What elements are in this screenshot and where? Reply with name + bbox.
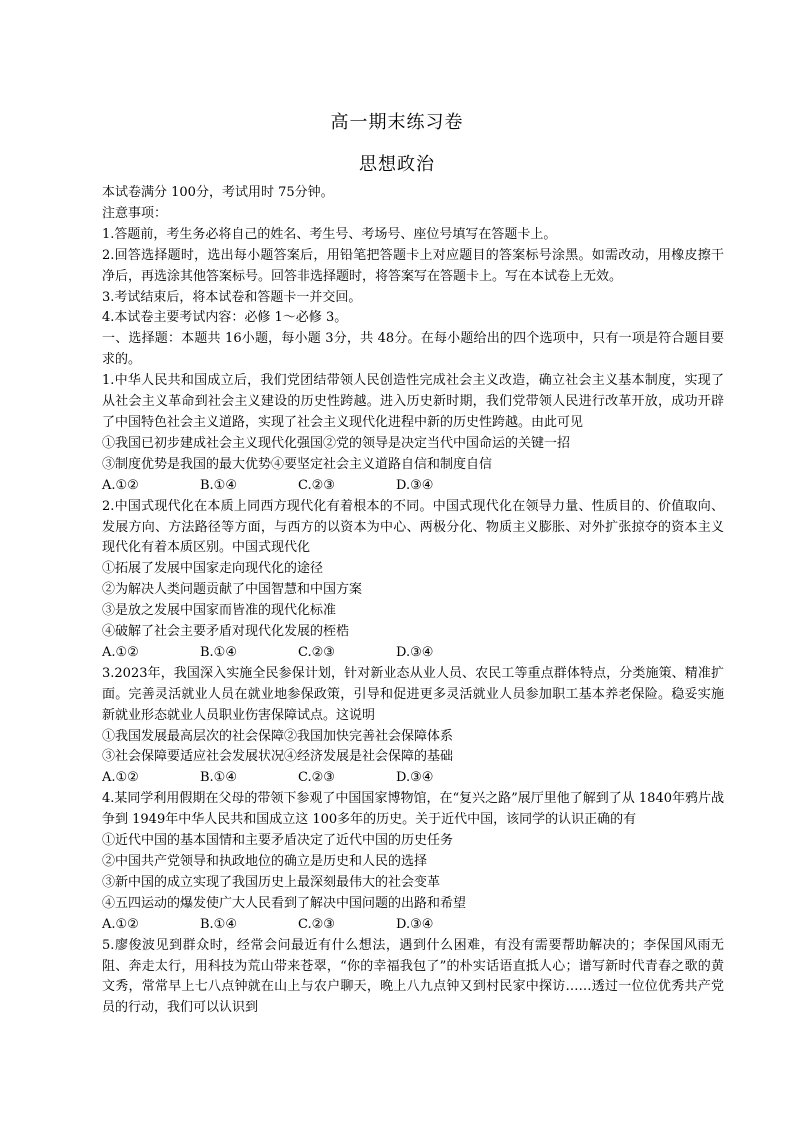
notice-item: 4.本试卷主要考试内容：必修 1～必修 3。 [102, 310, 348, 326]
option-c: C.②③ [298, 477, 335, 493]
question-item: ①我国发展最高层次的社会保障②我国加快完善社会保障体系 [102, 728, 454, 744]
question-item: ②为解决人类问题贡献了中国智慧和中国方案 [102, 582, 363, 598]
option-d: D.③④ [396, 916, 434, 932]
question-stem: 3.2023年，我国深入实施全民参保计划，针对新业态从业人员、农民工等重点群体特点，分类施策、精准扩面。完善灵活就业人员在就业地参保政策，引导和促进更多灵活就业人员参加职工基本养老保险。稳妥实施新就业形态就业人员职业伤害保障试点。这说明 [102, 665, 724, 723]
option-b: B.①④ [200, 916, 237, 932]
option-c: C.②③ [298, 644, 335, 660]
question-item: ④破解了社会主要矛盾对现代化发展的桎梏 [102, 624, 350, 640]
option-c: C.②③ [298, 916, 335, 932]
option-b: B.①④ [200, 644, 237, 660]
question-item: ①我国已初步建成社会主义现代化强国②党的领导是决定当代中国命运的关键一招 [102, 435, 571, 451]
notice-title: 注意事项： [102, 205, 168, 221]
option-d: D.③④ [396, 770, 434, 786]
question-stem: 4.某同学利用假期在父母的带领下参观了中国国家博物馆，在“复兴之路”展厅里他了解到了从 1840年鸦片战争到 1949年中华人民共和国成立这 100多年的历史。关于近代中国，该同学的认识正确的有 [102, 791, 724, 828]
answer-options [102, 768, 724, 789]
exam-subject: 思想政治 [359, 154, 435, 175]
option-a: A.①② [102, 770, 139, 786]
notice-item: 3.考试结束后，将本试卷和答题卡一并交回。 [102, 289, 362, 305]
score-line: 本试卷满分 100分，考试用时 75分钟。 [102, 185, 334, 200]
answer-options [102, 476, 724, 497]
answer-options [102, 643, 724, 664]
question-item: ①近代中国的基本国情和主要矛盾决定了近代中国的历史任务 [102, 833, 454, 849]
question-stem: 1.中华人民共和国成立后，我们党团结带领人民创造性完成社会主义改造，确立社会主义基本制度，实现了从社会主义革命到社会主义建设的历史性跨越。进入历史新时期，我们党带领人民进行改革开放，成功开辟了中国特色社会主义道路，实现了社会主义现代化进程中新的历史性跨越。由此可见 [102, 373, 724, 430]
option-b: B.①④ [200, 477, 237, 493]
exam-title: 高一期末练习卷 [330, 112, 464, 133]
option-d: D.③④ [396, 644, 434, 660]
option-d: D.③④ [396, 477, 434, 493]
question-stem: 2.中国式现代化在本质上同西方现代化有着根本的不同。中国式现代化在领导力量、性质目的、价值取向、发展方向、方法路径等方面，与西方的以资本为中心、两极分化、物质主义膨胀、对外扩张掠夺的资本主义现代化有着本质区别。中国式现代化 [102, 498, 724, 556]
question-item: ③制度优势是我国的最大优势④要坚定社会主义道路自信和制度自信 [102, 456, 493, 472]
question-item: ③是放之发展中国家而皆准的现代化标准 [102, 603, 337, 619]
option-a: A.①② [102, 477, 139, 493]
question-item: ③新中国的成立实现了我国历史上最深刻最伟大的社会变革 [102, 874, 441, 890]
question-item: ④五四运动的爆发使广大人民看到了解决中国问题的出路和希望 [102, 895, 467, 911]
question-item: ①拓展了发展中国家走向现代化的途径 [102, 561, 324, 577]
question-item: ③社会保障要适应社会发展状况④经济发展是社会保障的基础 [102, 749, 454, 765]
option-a: A.①② [102, 644, 139, 660]
section-heading: 一、选择题：本题共 16小题，每小题 3分，共 48分。在每小题给出的四个选项中，只有一项是符合题目要求的。 [102, 331, 724, 368]
option-a: A.①② [102, 916, 139, 932]
notice-item: 1.答题前，考生务必将自己的姓名、考生号、考场号、座位号填写在答题卡上。 [102, 226, 557, 242]
question-item: ②中国共产党领导和执政地位的确立是历史和人民的选择 [102, 854, 428, 869]
option-b: B.①④ [200, 770, 237, 786]
notice-item: 2.回答选择题时，选出每小题答案后，用铅笔把答题卡上对应题目的答案标号涂黑。如需改动，用橡皮擦干净后，再选涂其他答案标号。回答非选择题时，将答案写在答题卡上。写在本试卷上无效。 [102, 247, 724, 284]
question-stem: 5.廖俊波见到群众时，经常会问最近有什么想法，遇到什么困难，有没有需要帮助解决的；李保国风雨无阻、奔走太行，用科技为荒山带来苍翠，“你的幸福我包了”的朴实话语直抵人心；谱写新时代青春之歌的黄文秀，常常早上七八点钟就在山上与农户聊天，晚上八九点钟又到村民家中探访……透过一位位优秀共产党员的行动，我们可以认识到 [102, 937, 724, 1016]
option-c: C.②③ [298, 770, 335, 786]
answer-options [102, 915, 724, 936]
exam-body [102, 183, 724, 1019]
